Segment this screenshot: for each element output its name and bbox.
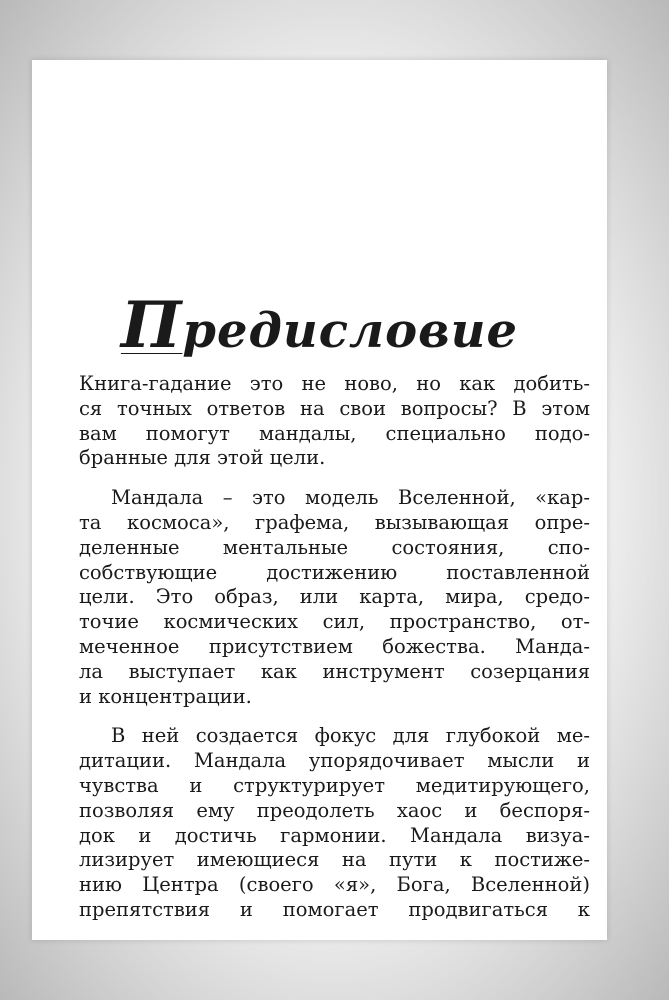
paragraph-2	[79, 486, 590, 709]
text-line: Мандала – это модель Вселенной, «кар-	[111, 486, 590, 510]
text-line: и концентрации.	[79, 684, 252, 708]
text-line: нию Центра (своего «я», Бога, Вселенной)	[79, 873, 590, 897]
text-line: деленные ментальные состояния, спо-	[79, 535, 590, 559]
text-line: цели. Это образ, или карта, мира, средо-	[79, 585, 590, 609]
text-line: позволяя ему преодолеть хаос и беспоря-	[79, 798, 590, 822]
text-line: лизирует имеющиеся на пути к постиже-	[79, 848, 590, 872]
text-line: вам помогут мандалы, специально подо-	[79, 421, 590, 445]
text-line: меченное присутствием божества. Манда-	[79, 634, 590, 658]
text-line: ся точных ответов на свои вопросы? В этом	[79, 396, 590, 420]
text-line: ла выступает как инструмент созерцания	[79, 659, 590, 683]
paragraph-3	[79, 724, 590, 922]
text-line: та космоса», графема, вызывающая опре-	[79, 510, 590, 534]
text-line: точие космических сил, пространство, от-	[79, 610, 590, 634]
title-initial: П	[120, 288, 183, 363]
paragraph-1	[79, 372, 590, 471]
text-line: бранные для этой цели.	[79, 446, 326, 470]
text-line: чувства и структурирует медитирующего,	[79, 773, 590, 797]
page-title	[32, 288, 607, 363]
book-page	[32, 60, 607, 940]
body-text	[79, 372, 590, 938]
title-rest: редисловие	[182, 303, 519, 359]
text-line: Книга-гадание это не ново, но как добить-	[79, 372, 590, 395]
text-line: собствующие достижению поставленной	[79, 560, 590, 584]
text-line: препятствия и помогает продвигаться к	[79, 897, 590, 921]
text-line: док и достичь гармонии. Мандала визуа-	[79, 823, 590, 847]
text-line: дитации. Мандала упорядочивает мысли и	[79, 749, 590, 773]
text-line: В ней создается фокус для глубокой ме-	[111, 724, 590, 748]
